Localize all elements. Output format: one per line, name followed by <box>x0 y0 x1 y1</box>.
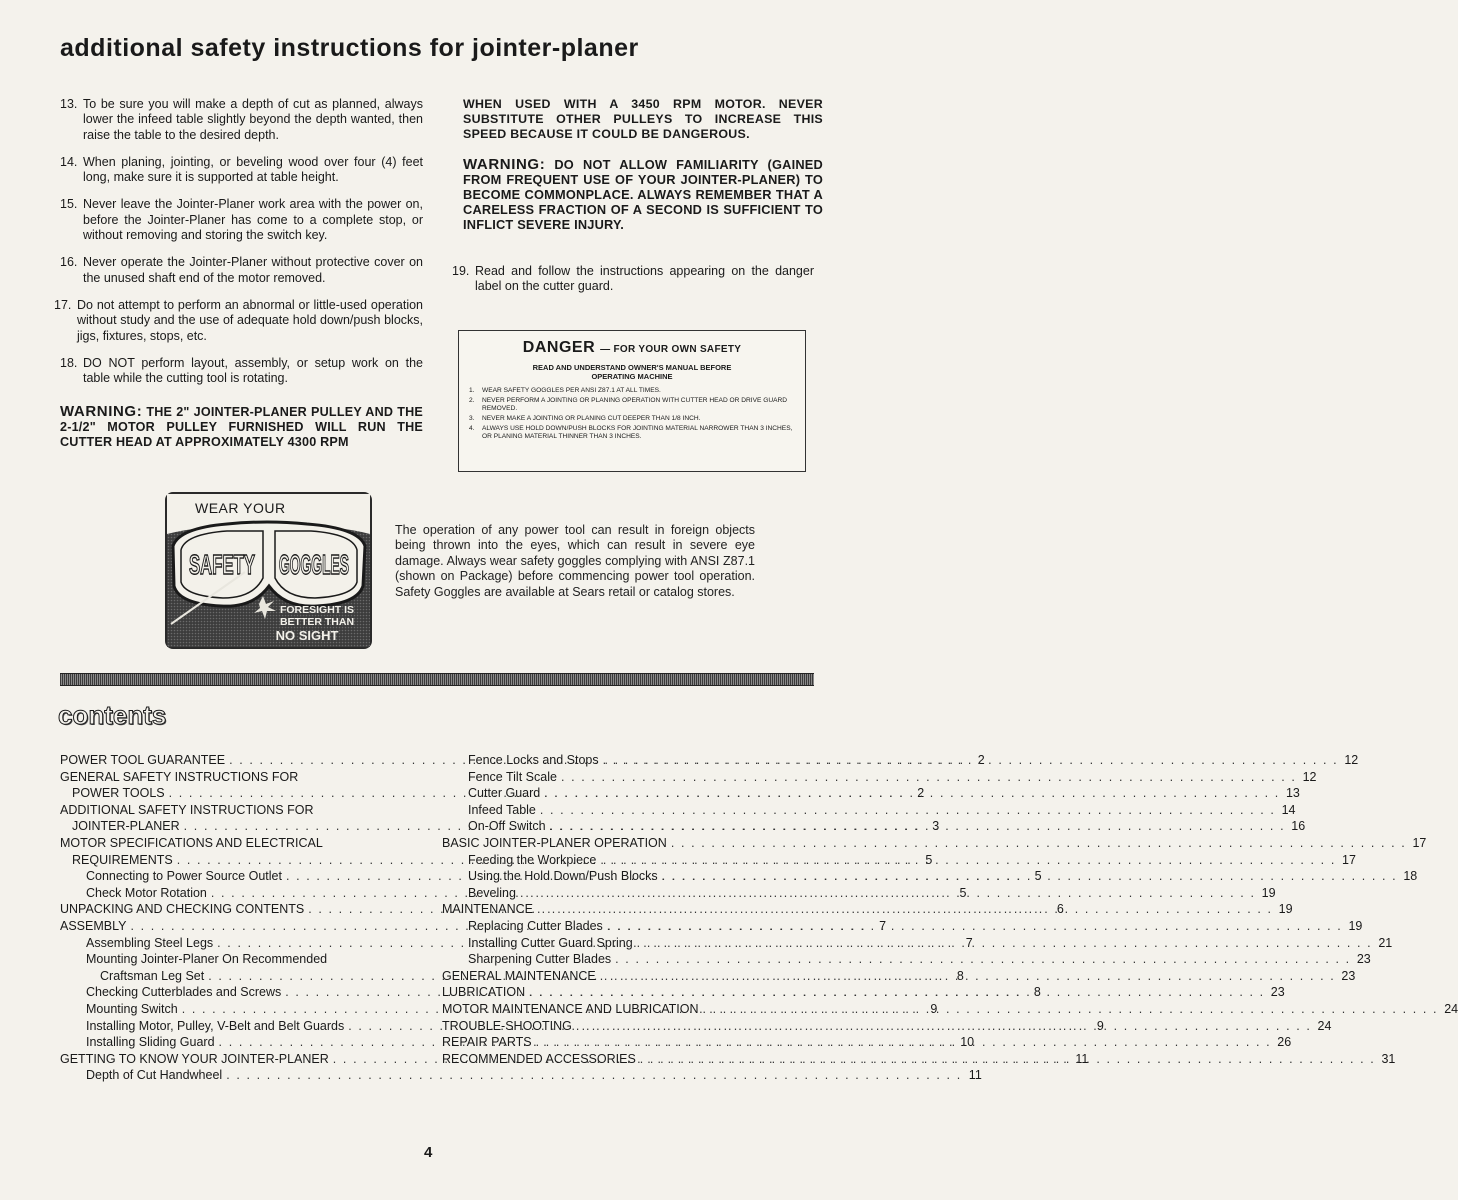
goggles-paragraph: The operation of any power tool can result in foreign objects being thrown into the eyes, which can result in severe eye damage. Always wear safety goggles complying with ANSI Z87.1 (shown on Package) before commencing power tool operation. Safety Goggles are available at Sears retail or catalog stores. <box>395 523 755 599</box>
right-instructions <box>463 97 823 232</box>
toc-entry-page: 17 <box>1412 835 1427 850</box>
toc-entry-label: Installing Sliding Guard <box>86 1035 215 1050</box>
toc-entry-page: 17 <box>1342 852 1356 867</box>
instruction-item <box>60 356 423 387</box>
toc-entry-label: Installing Cutter Guard Spring <box>468 935 633 950</box>
toc-leader-dots <box>226 1067 962 1084</box>
item-text: When planing, jointing, or beveling wood over four (4) feet long, make sure it is supported at table height. <box>83 154 423 185</box>
toc-entry-page: 10 <box>960 1035 975 1050</box>
rpm-notice: WHEN USED WITH A 3450 RPM MOTOR. NEVER SUBSTITUTE OTHER PULLEYS TO INCREASE THIS SPEED BECAUSE IT COULD BE DANGEROUS. <box>463 97 823 141</box>
toc-entry[interactable] <box>442 818 1306 835</box>
toc-entry-label: MOTOR SPECIFICATIONS AND ELECTRICAL <box>60 835 323 850</box>
item-text: DO NOT perform layout, assembly, or setup work on the table while the cutting tool is rotating. <box>83 355 423 386</box>
item-number: 13. <box>60 97 78 111</box>
item-text: To be sure you will make a depth of cut as planned, always lower the infeed table slightly beyond the depth wanted, then raise the table to the desired depth. <box>83 97 423 142</box>
toc-entry-page: 5 <box>959 885 967 900</box>
toc-entry-page: 9 <box>930 1001 938 1016</box>
safety-word: SAFETY <box>189 549 256 580</box>
toc-entry[interactable] <box>442 769 1317 786</box>
slogan-line-3: NO SIGHT <box>275 628 339 643</box>
toc-leader-dots <box>550 818 1286 835</box>
toc-leader-dots <box>561 769 1297 786</box>
toc-entry-label: TROUBLE-SHOOTING <box>442 1018 572 1033</box>
toc-entry-label: GETTING TO KNOW YOUR JOINTER-PLANER <box>60 1051 329 1066</box>
toc-entry-page: 3 <box>932 819 940 834</box>
toc-entry-label: Beveling <box>468 885 516 900</box>
toc-entry[interactable] <box>60 951 416 968</box>
toc-entry[interactable] <box>442 984 1285 1001</box>
toc-entry-label: REQUIREMENTS <box>72 852 173 867</box>
toc-entry-page: 6 <box>1056 902 1064 917</box>
toc-entry-page: 13 <box>1285 786 1300 801</box>
toc-leader-dots <box>529 984 1265 1001</box>
toc-leader-dots <box>640 1051 1376 1068</box>
toc-entry-label: On-Off Switch <box>468 819 546 834</box>
toc-entry-label: RECOMMENDED ACCESSORIES <box>442 1051 636 1066</box>
instruction-item-19 <box>452 264 814 307</box>
item-text: Do not attempt to perform an abnormal or little-used operation without study and the use of adequate hold down/push blocks, jigs, fixtures, stops, etc. <box>77 297 423 343</box>
toc-leader-dots <box>600 852 1336 869</box>
instruction-list <box>54 97 423 386</box>
toc-entry-label: Craftsman Leg Set <box>100 968 205 983</box>
toc-entry-label: REPAIR PARTS <box>442 1035 532 1050</box>
warning-text: DO NOT ALLOW FAMILIARITY (GAINED FROM FREQUENT USE OF YOUR JOINTER-PLANER) TO BECOME COMMONPLACE. ALWAYS REMEMBER THAT A CARELESS FRACTION OF A SECOND IS SUFFICIENT TO INFLICT SEVERE INJURY. <box>463 157 823 232</box>
toc-entry-label: LUBRICATION <box>442 985 526 1000</box>
toc-entry-page: 14 <box>1281 802 1296 817</box>
toc-leader-dots <box>607 918 1343 935</box>
danger-item-text: ALWAYS USE HOLD DOWN/PUSH BLOCKS FOR JOINTING MATERIAL NARROWER THAN 3 INCHES, OR PLANING MATERIAL THINNER THAN 3 INCHES. <box>482 425 793 440</box>
toc-entry-page: 12 <box>1344 753 1359 767</box>
toc-entry-label: Check Motor Rotation <box>86 885 207 900</box>
toc-entry[interactable] <box>60 835 416 852</box>
instruction-item <box>60 255 423 286</box>
danger-item-text: WEAR SAFETY GOGGLES PER ANSI Z87.1 AT ALL TIMES. <box>482 387 661 394</box>
toc-leader-dots <box>637 935 1373 952</box>
item-number: 17. <box>54 297 72 312</box>
toc-entry-page: 18 <box>1403 869 1418 884</box>
danger-heading <box>469 339 795 357</box>
toc-entry[interactable] <box>442 918 1363 935</box>
toc-entry[interactable] <box>60 769 416 786</box>
pulley-warning <box>60 404 423 450</box>
danger-item-text: NEVER PERFORM A JOINTING OR PLANING OPERATION WITH CUTTER HEAD OR DRIVE GUARD REMOVED. <box>482 397 788 412</box>
toc-entry-label: ASSEMBLY <box>60 918 127 933</box>
toc-entry-page: 24 <box>1317 1018 1332 1033</box>
toc-leader-dots <box>671 835 1407 852</box>
toc-entry-page: 31 <box>1381 1051 1396 1066</box>
item-number: 16. <box>60 255 78 270</box>
toc-entry[interactable] <box>442 852 1356 869</box>
toc-entry-label: Replacing Cutter Blades <box>468 918 603 933</box>
goggles-word: GOGGLES <box>279 549 349 580</box>
toc-entry-label: Feeding the Workpiece <box>468 852 597 867</box>
item-number: 19. <box>452 264 470 278</box>
toc-leader-dots <box>537 901 1273 918</box>
toc-entry-label: POWER TOOL GUARANTEE <box>60 753 226 767</box>
page-number: 4 <box>424 1144 433 1161</box>
toc-entry-label: Fence Tilt Scale <box>468 769 557 784</box>
toc-leader-dots <box>540 802 1276 819</box>
instruction-item <box>54 298 423 344</box>
instruction-item <box>60 155 423 186</box>
toc-entry-page: 7 <box>965 935 973 950</box>
toc-entry-label: GENERAL MAINTENANCE <box>442 968 596 983</box>
toc-entry-label: Using the Hold Down/Push Blocks <box>468 869 658 884</box>
toc-entry-page: 2 <box>917 786 925 801</box>
toc-leader-dots <box>615 951 1351 968</box>
familiarity-warning <box>463 157 823 232</box>
toc-entry-page: 19 <box>1348 918 1363 933</box>
item-number: 18. <box>60 355 78 370</box>
toc-entry[interactable] <box>442 1018 1332 1035</box>
danger-subheading: READ AND UNDERSTAND OWNER'S MANUAL BEFORE OPERATING MACHINE <box>532 363 732 381</box>
toc-entry-page: 19 <box>1278 902 1293 917</box>
toc-entry-page: 19 <box>1261 885 1276 900</box>
toc-entry-page: 23 <box>1356 952 1371 967</box>
slogan-line-1: FORESIGHT IS <box>279 604 355 616</box>
danger-item-text: NEVER MAKE A JOINTING OR PLANING CUT DEEPER THAN 1/8 INCH. <box>482 415 701 422</box>
toc-entry-label: Sharpening Cutter Blades <box>468 952 612 967</box>
danger-list-item <box>469 415 795 423</box>
toc-entry[interactable] <box>442 935 1393 952</box>
toc-entry-page: 23 <box>1270 985 1285 1000</box>
toc-entry-page: 24 <box>1444 1001 1458 1016</box>
item-number: 15. <box>60 197 78 212</box>
toc-leader-dots <box>536 1034 1272 1051</box>
danger-list <box>469 387 795 441</box>
toc-entry-page: 11 <box>968 1068 982 1083</box>
toc-entry-label: MAINTENANCE <box>442 902 533 917</box>
toc-entry[interactable] <box>442 901 1293 918</box>
toc-entry-label: Infeed Table <box>468 802 536 817</box>
item-text: Never leave the Jointer-Planer work area with the power on, before the Jointer-Planer has come to a complete stop, or without removing and storing the switch key. <box>83 197 423 243</box>
toc-entry-label: MOTOR MAINTENANCE AND LUBRICATION <box>442 1001 699 1016</box>
danger-word: DANGER <box>522 339 596 356</box>
toc-entry-page: 5 <box>1034 869 1042 884</box>
toc-entry-page: 7 <box>879 918 887 933</box>
toc-entry-label: JOINTER-PLANER <box>72 819 180 834</box>
goggles-illustration <box>167 494 370 647</box>
toc-leader-dots <box>703 1001 1439 1018</box>
toc-entry-label: Cutter Guard <box>468 786 541 801</box>
toc-leader-dots <box>520 885 1256 902</box>
slogan-line-2: BETTER THAN <box>279 616 355 628</box>
item-number: 14. <box>60 154 78 169</box>
toc-entry[interactable] <box>442 1001 1458 1018</box>
danger-list-item <box>469 425 795 441</box>
toc-entry-label: Assembling Steel Legs <box>86 935 214 950</box>
toc-entry-page: 23 <box>1341 968 1356 983</box>
page-title: additional safety instructions for jointer-planer <box>60 34 639 62</box>
toc-entry-label: Fence Locks and Stops <box>468 753 599 767</box>
wear-your-text: WEAR YOUR <box>195 500 286 516</box>
toc-entry[interactable] <box>442 868 1418 885</box>
left-instructions <box>54 97 423 450</box>
toc-entry[interactable] <box>442 785 1300 802</box>
toc-entry[interactable] <box>60 802 416 819</box>
warning-lead: WARNING: <box>60 403 143 421</box>
item-text: Never operate the Jointer-Planer without protective cover on the unused shaft end of the motor removed. <box>83 255 423 285</box>
toc-entry-label: Checking Cutterblades and Screws <box>86 985 282 1000</box>
toc-entry-label: POWER TOOLS <box>72 786 165 801</box>
toc-entry[interactable] <box>442 885 1276 902</box>
toc-entry-label: GENERAL SAFETY INSTRUCTIONS FOR <box>60 769 299 784</box>
danger-label <box>458 330 806 472</box>
toc-entry-page: 21 <box>1378 935 1393 950</box>
toc-entry-page: 8 <box>956 968 964 983</box>
contents-title: contents <box>58 700 167 730</box>
danger-item-number: 3. <box>469 415 475 422</box>
toc-entry-label: BASIC JOINTER-PLANER OPERATION <box>442 835 667 850</box>
toc-entry-page: 16 <box>1291 819 1306 834</box>
toc-leader-dots <box>576 1018 1312 1035</box>
toc-entry[interactable] <box>442 951 1371 968</box>
instruction-item <box>60 97 423 143</box>
toc-leader-dots <box>600 968 1336 985</box>
toc-entry-label: UNPACKING AND CHECKING CONTENTS <box>60 902 305 917</box>
toc-entry[interactable] <box>442 835 1427 852</box>
toc-entry-label: Connecting to Power Source Outlet <box>86 869 282 884</box>
warning-text: THE 2" JOINTER-PLANER PULLEY AND THE 2-1/2" MOTOR PULLEY FURNISHED WILL RUN THE CUTTER HEAD AT APPROXIMATELY 4300 RPM <box>60 405 423 450</box>
toc-entry-page: 11 <box>1075 1051 1089 1066</box>
danger-item-number: 2. <box>469 397 475 404</box>
danger-item-number: 1. <box>469 387 475 394</box>
toc-entry-label: Mounting Jointer-Planer On Recommended <box>86 952 328 967</box>
toc-entry-page: 2 <box>977 753 985 767</box>
toc-entry-page: 9 <box>1096 1018 1104 1033</box>
section-divider <box>60 673 814 686</box>
danger-list-item <box>469 397 795 413</box>
toc-entry[interactable] <box>442 752 1359 769</box>
safety-goggles-graphic <box>165 492 372 649</box>
toc-entry-page: 12 <box>1302 769 1317 784</box>
toc-entry[interactable] <box>442 968 1356 985</box>
toc-entry[interactable] <box>442 802 1296 819</box>
toc-entry-label: Installing Motor, Pulley, V-Belt and Belt Guards <box>86 1018 345 1033</box>
danger-heading-sub: — FOR YOUR OWN SAFETY <box>600 344 742 355</box>
toc-entry-page: 5 <box>925 852 933 867</box>
toc-entry[interactable] <box>60 1067 982 1084</box>
item-text: Read and follow the instructions appearing on the danger label on the cutter guard. <box>475 264 814 294</box>
instruction-item <box>60 197 423 243</box>
toc-entry-label: Mounting Switch <box>86 1001 178 1016</box>
danger-item-number: 4. <box>469 425 475 432</box>
danger-list-item <box>469 387 795 395</box>
toc-leader-dots <box>603 752 1339 769</box>
toc-leader-dots <box>662 868 1398 885</box>
toc-leader-dots <box>544 785 1280 802</box>
warning-lead: WARNING: <box>463 156 546 173</box>
toc-entry-label: ADDITIONAL SAFETY INSTRUCTIONS FOR <box>60 802 314 817</box>
toc-entry-page: 26 <box>1277 1035 1292 1050</box>
toc-entry-page: 8 <box>1033 985 1041 1000</box>
toc-entry-label: Depth of Cut Handwheel <box>86 1068 223 1083</box>
